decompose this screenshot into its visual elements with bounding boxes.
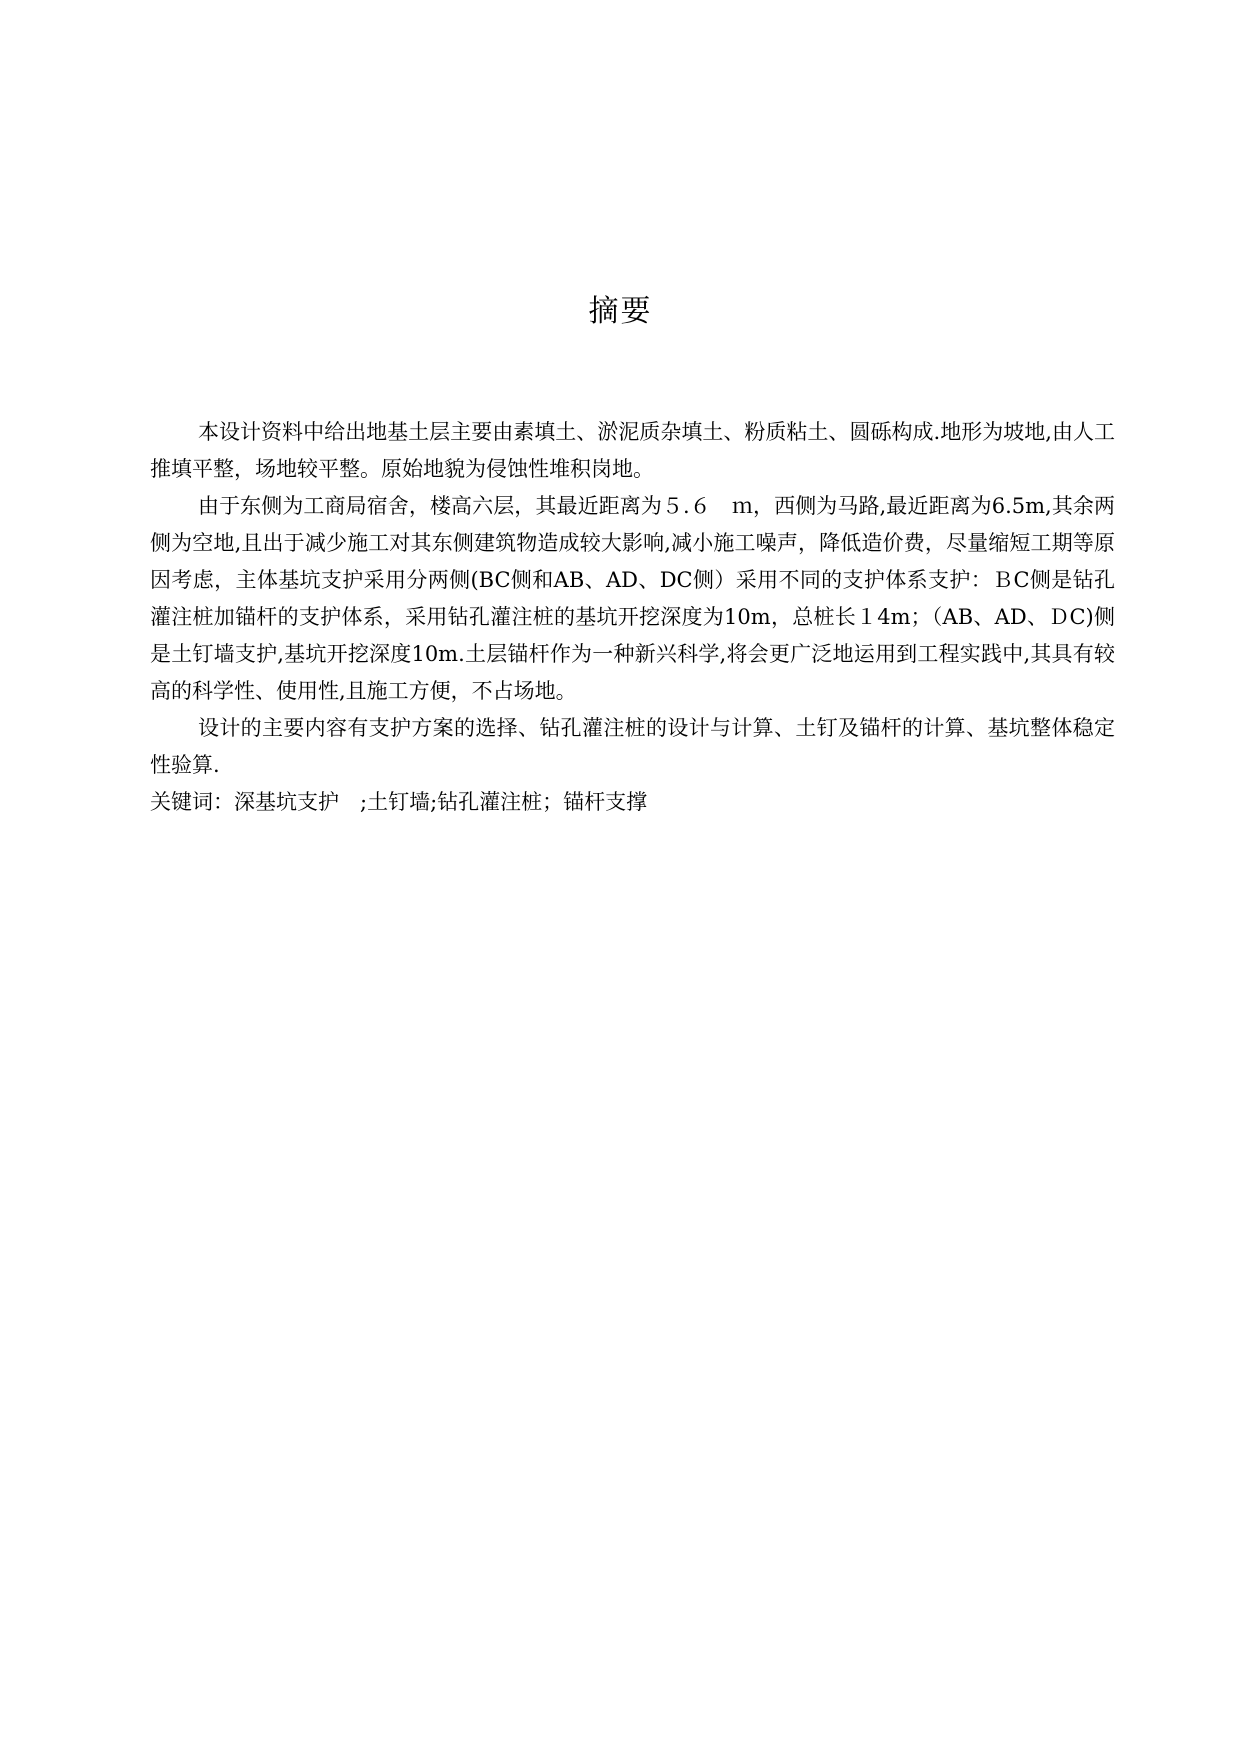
keywords-text: 深基坑支护 ;土钉墙;钻孔灌注桩；锚杆支撑 — [234, 790, 648, 814]
keywords-label: 关键词： — [150, 790, 234, 814]
abstract-paragraph-2: 由于东侧为工商局宿舍，楼高六层，其最近距离为５.６ ｍ，西侧为马路,最近距离为6.5m,其余两侧为空地,且出于减少施工对其东侧建筑物造成较大影响,减小施工噪声，降低造价费，尽量缩短工期等原因考虑，主体基坑支护采用分两侧(BC侧和AB、AD、DC侧）采用不同的支护体系支护：ＢC侧是钻孔灌注桩加锚杆的支护体系，采用钻孔灌注桩的基坑开挖深度为10m，总桩长１4m；（AB、AD、ＤC)侧是土钉墙支护,基坑开挖深度10m.土层锚杆作为一种新兴科学,将会更广泛地运用到工程实践中,其具有较高的科学性、使用性,且施工方便，不占场地。 — [150, 494, 1115, 703]
abstract-paragraph-3: 设计的主要内容有支护方案的选择、钻孔灌注桩的设计与计算、土钉及锚杆的计算、基坑整体稳定性验算. — [150, 716, 1115, 777]
keywords-line — [150, 784, 1115, 821]
abstract-title: 摘要 — [588, 294, 653, 329]
abstract-paragraph-1: 本设计资料中给出地基土层主要由素填土、淤泥质杂填土、粉质粘土、圆砾构成.地形为坡地,由人工推填平整，场地较平整。原始地貌为侵蚀性堆积岗地。 — [150, 420, 1115, 481]
abstract-body — [150, 414, 1115, 821]
